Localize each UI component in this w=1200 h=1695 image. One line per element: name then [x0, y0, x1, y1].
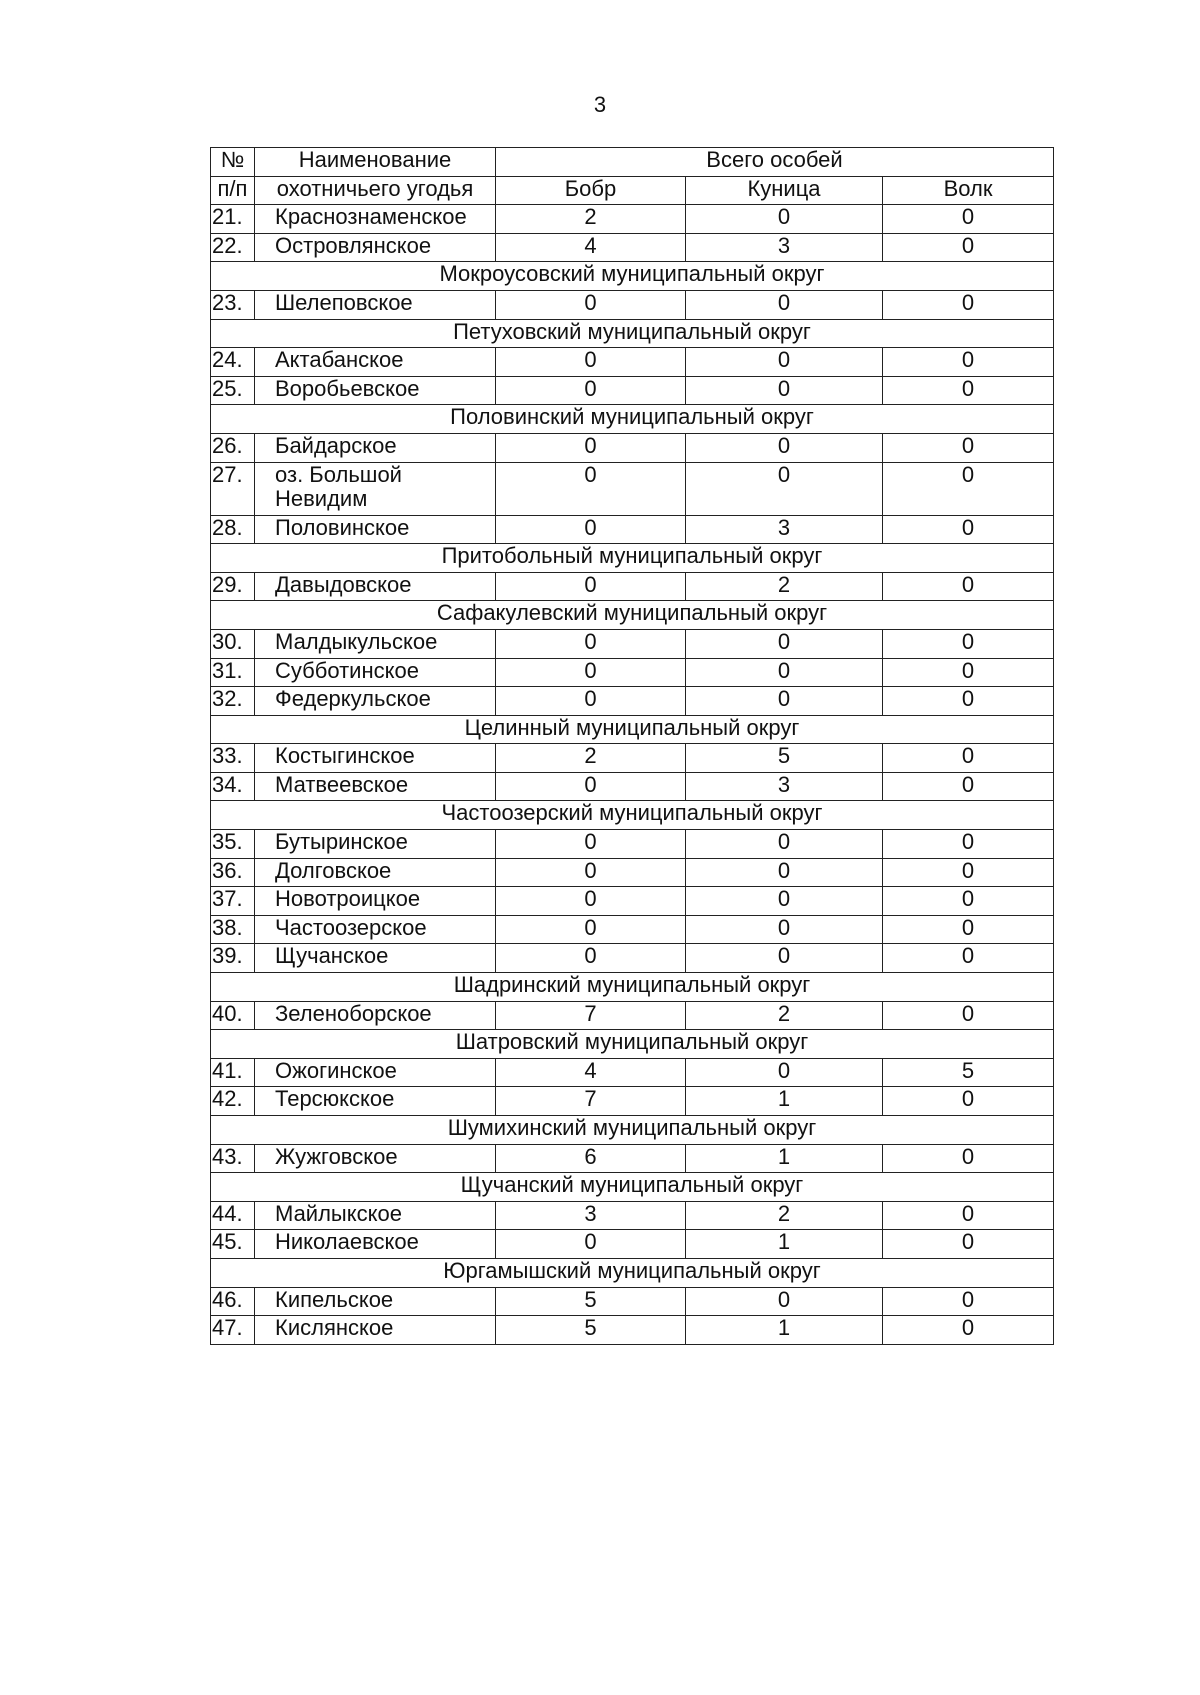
district-row [211, 1258, 1054, 1287]
marten-count: 0 [686, 433, 883, 462]
marten-count: 0 [686, 629, 883, 658]
marten-count: 0 [686, 1058, 883, 1087]
table-row [211, 1201, 1054, 1230]
wolf-count: 0 [883, 233, 1054, 262]
table-row [211, 1001, 1054, 1030]
district-name: Мокроусовский муниципальный округ [211, 262, 1054, 291]
page-number: 3 [593, 92, 607, 117]
hunting-grounds-table [210, 147, 1054, 1345]
ground-name: Кислянское [255, 1316, 496, 1345]
district-row [211, 715, 1054, 744]
table-row [211, 290, 1054, 319]
district-name: Щучанский муниципальный округ [211, 1173, 1054, 1202]
table-row [211, 887, 1054, 916]
wolf-count: 0 [883, 1144, 1054, 1173]
marten-count: 1 [686, 1316, 883, 1345]
marten-count: 0 [686, 348, 883, 377]
table-row [211, 830, 1054, 859]
wolf-count: 0 [883, 462, 1054, 515]
district-name: Половинский муниципальный округ [211, 405, 1054, 434]
wolf-count: 0 [883, 1201, 1054, 1230]
ground-name: Шелеповское [255, 290, 496, 319]
marten-count: 1 [686, 1230, 883, 1259]
wolf-count: 0 [883, 348, 1054, 377]
ground-name: Половинское [255, 515, 496, 544]
beaver-count: 0 [496, 830, 686, 859]
ground-name: Актабанское [255, 348, 496, 377]
header-wolf: Волк [883, 176, 1054, 205]
marten-count: 0 [686, 944, 883, 973]
district-row [211, 319, 1054, 348]
beaver-count: 0 [496, 658, 686, 687]
row-number: 29. [211, 572, 255, 601]
row-number: 21. [211, 205, 255, 234]
wolf-count: 0 [883, 687, 1054, 716]
row-number: 36. [211, 858, 255, 887]
beaver-count: 0 [496, 944, 686, 973]
wolf-count: 0 [883, 205, 1054, 234]
header-num: № [211, 148, 255, 177]
beaver-count: 0 [496, 433, 686, 462]
wolf-count: 0 [883, 1316, 1054, 1345]
ground-name: Бутыринское [255, 830, 496, 859]
marten-count: 0 [686, 887, 883, 916]
ground-name: Новотроицкое [255, 887, 496, 916]
beaver-count: 6 [496, 1144, 686, 1173]
marten-count: 0 [686, 858, 883, 887]
table-row [211, 658, 1054, 687]
table-row [211, 1316, 1054, 1345]
marten-count: 0 [686, 462, 883, 515]
ground-name: Зеленоборское [255, 1001, 496, 1030]
district-name: Юргамышский муниципальный округ [211, 1258, 1054, 1287]
table-row [211, 348, 1054, 377]
wolf-count: 0 [883, 1287, 1054, 1316]
marten-count: 0 [686, 376, 883, 405]
ground-name: Малдыкульское [255, 629, 496, 658]
beaver-count: 0 [496, 629, 686, 658]
marten-count: 0 [686, 205, 883, 234]
row-number: 46. [211, 1287, 255, 1316]
beaver-count: 0 [496, 572, 686, 601]
beaver-count: 5 [496, 1316, 686, 1345]
table-row [211, 629, 1054, 658]
table-row [211, 1287, 1054, 1316]
district-row [211, 1030, 1054, 1059]
header-row [211, 148, 1054, 177]
beaver-count: 7 [496, 1001, 686, 1030]
wolf-count: 0 [883, 887, 1054, 916]
row-number: 44. [211, 1201, 255, 1230]
header-marten: Куница [686, 176, 883, 205]
district-row [211, 544, 1054, 573]
marten-count: 0 [686, 290, 883, 319]
wolf-count: 0 [883, 1001, 1054, 1030]
ground-name: Майлыкское [255, 1201, 496, 1230]
row-number: 38. [211, 915, 255, 944]
district-row [211, 973, 1054, 1002]
header-beaver: Бобр [496, 176, 686, 205]
ground-name: Костыгинское [255, 744, 496, 773]
district-row [211, 601, 1054, 630]
header-name-sub: охотничьего угодья [255, 176, 496, 205]
district-name: Целинный муниципальный округ [211, 715, 1054, 744]
table-row [211, 1230, 1054, 1259]
table-row [211, 744, 1054, 773]
wolf-count: 0 [883, 658, 1054, 687]
ground-name: Жужговское [255, 1144, 496, 1173]
beaver-count: 0 [496, 772, 686, 801]
table-row [211, 1058, 1054, 1087]
beaver-count: 4 [496, 233, 686, 262]
beaver-count: 0 [496, 462, 686, 515]
row-number: 42. [211, 1087, 255, 1116]
district-name: Шумихинский муниципальный округ [211, 1116, 1054, 1145]
table-row [211, 376, 1054, 405]
row-number: 34. [211, 772, 255, 801]
beaver-count: 0 [496, 376, 686, 405]
wolf-count: 0 [883, 1230, 1054, 1259]
row-number: 28. [211, 515, 255, 544]
table-row [211, 205, 1054, 234]
ground-name: Щучанское [255, 944, 496, 973]
beaver-count: 3 [496, 1201, 686, 1230]
row-number: 37. [211, 887, 255, 916]
beaver-count: 2 [496, 205, 686, 234]
district-row [211, 1173, 1054, 1202]
marten-count: 2 [686, 572, 883, 601]
header-subrow [211, 176, 1054, 205]
ground-name: Частоозерское [255, 915, 496, 944]
district-name: Петуховский муниципальный округ [211, 319, 1054, 348]
district-name: Шадринский муниципальный округ [211, 973, 1054, 1002]
marten-count: 0 [686, 915, 883, 944]
ground-name: Терсюкское [255, 1087, 496, 1116]
district-name: Притобольный муниципальный округ [211, 544, 1054, 573]
ground-name: Давыдовское [255, 572, 496, 601]
row-number: 32. [211, 687, 255, 716]
row-number: 47. [211, 1316, 255, 1345]
ground-name: оз. Большой Невидим [255, 462, 496, 515]
header-total: Всего особей [496, 148, 1054, 177]
table-row [211, 233, 1054, 262]
row-number: 23. [211, 290, 255, 319]
row-number: 45. [211, 1230, 255, 1259]
ground-name: Субботинское [255, 658, 496, 687]
wolf-count: 0 [883, 944, 1054, 973]
row-number: 33. [211, 744, 255, 773]
marten-count: 0 [686, 1287, 883, 1316]
beaver-count: 0 [496, 887, 686, 916]
marten-count: 2 [686, 1201, 883, 1230]
ground-name: Долговское [255, 858, 496, 887]
table-row [211, 572, 1054, 601]
district-name: Сафакулевский муниципальный округ [211, 601, 1054, 630]
table-row [211, 772, 1054, 801]
marten-count: 1 [686, 1087, 883, 1116]
ground-name: Николаевское [255, 1230, 496, 1259]
beaver-count: 5 [496, 1287, 686, 1316]
marten-count: 2 [686, 1001, 883, 1030]
wolf-count: 0 [883, 858, 1054, 887]
district-name: Шатровский муниципальный округ [211, 1030, 1054, 1059]
table-row [211, 915, 1054, 944]
row-number: 30. [211, 629, 255, 658]
beaver-count: 0 [496, 1230, 686, 1259]
wolf-count: 0 [883, 572, 1054, 601]
marten-count: 0 [686, 830, 883, 859]
wolf-count: 0 [883, 744, 1054, 773]
district-row [211, 262, 1054, 291]
beaver-count: 0 [496, 687, 686, 716]
district-name: Частоозерский муниципальный округ [211, 801, 1054, 830]
marten-count: 3 [686, 515, 883, 544]
table-row [211, 687, 1054, 716]
table-body [211, 205, 1054, 1345]
ground-name: Байдарское [255, 433, 496, 462]
header-num-sub: п/п [211, 176, 255, 205]
wolf-count: 0 [883, 772, 1054, 801]
wolf-count: 0 [883, 433, 1054, 462]
table-row [211, 1144, 1054, 1173]
row-number: 40. [211, 1001, 255, 1030]
row-number: 24. [211, 348, 255, 377]
table-row [211, 462, 1054, 515]
marten-count: 0 [686, 687, 883, 716]
row-number: 22. [211, 233, 255, 262]
district-row [211, 801, 1054, 830]
row-number: 39. [211, 944, 255, 973]
ground-name: Островлянское [255, 233, 496, 262]
wolf-count: 0 [883, 830, 1054, 859]
wolf-count: 0 [883, 1087, 1054, 1116]
district-row [211, 1116, 1054, 1145]
beaver-count: 0 [496, 915, 686, 944]
wolf-count: 0 [883, 290, 1054, 319]
row-number: 27. [211, 462, 255, 515]
beaver-count: 0 [496, 290, 686, 319]
ground-name: Краснознаменское [255, 205, 496, 234]
ground-name: Воробьевское [255, 376, 496, 405]
table-row [211, 858, 1054, 887]
table-row [211, 433, 1054, 462]
district-row [211, 405, 1054, 434]
row-number: 43. [211, 1144, 255, 1173]
marten-count: 1 [686, 1144, 883, 1173]
ground-name: Кипельское [255, 1287, 496, 1316]
beaver-count: 0 [496, 348, 686, 377]
wolf-count: 0 [883, 515, 1054, 544]
marten-count: 5 [686, 744, 883, 773]
wolf-count: 5 [883, 1058, 1054, 1087]
beaver-count: 4 [496, 1058, 686, 1087]
ground-name: Ожогинское [255, 1058, 496, 1087]
row-number: 31. [211, 658, 255, 687]
header-name: Наименование [255, 148, 496, 177]
beaver-count: 0 [496, 858, 686, 887]
row-number: 25. [211, 376, 255, 405]
marten-count: 0 [686, 658, 883, 687]
table-row [211, 1087, 1054, 1116]
marten-count: 3 [686, 772, 883, 801]
wolf-count: 0 [883, 629, 1054, 658]
beaver-count: 0 [496, 515, 686, 544]
wolf-count: 0 [883, 376, 1054, 405]
row-number: 41. [211, 1058, 255, 1087]
row-number: 35. [211, 830, 255, 859]
table-row [211, 944, 1054, 973]
marten-count: 3 [686, 233, 883, 262]
ground-name: Федеркульское [255, 687, 496, 716]
row-number: 26. [211, 433, 255, 462]
table-row [211, 515, 1054, 544]
beaver-count: 7 [496, 1087, 686, 1116]
ground-name: Матвеевское [255, 772, 496, 801]
beaver-count: 2 [496, 744, 686, 773]
wolf-count: 0 [883, 915, 1054, 944]
